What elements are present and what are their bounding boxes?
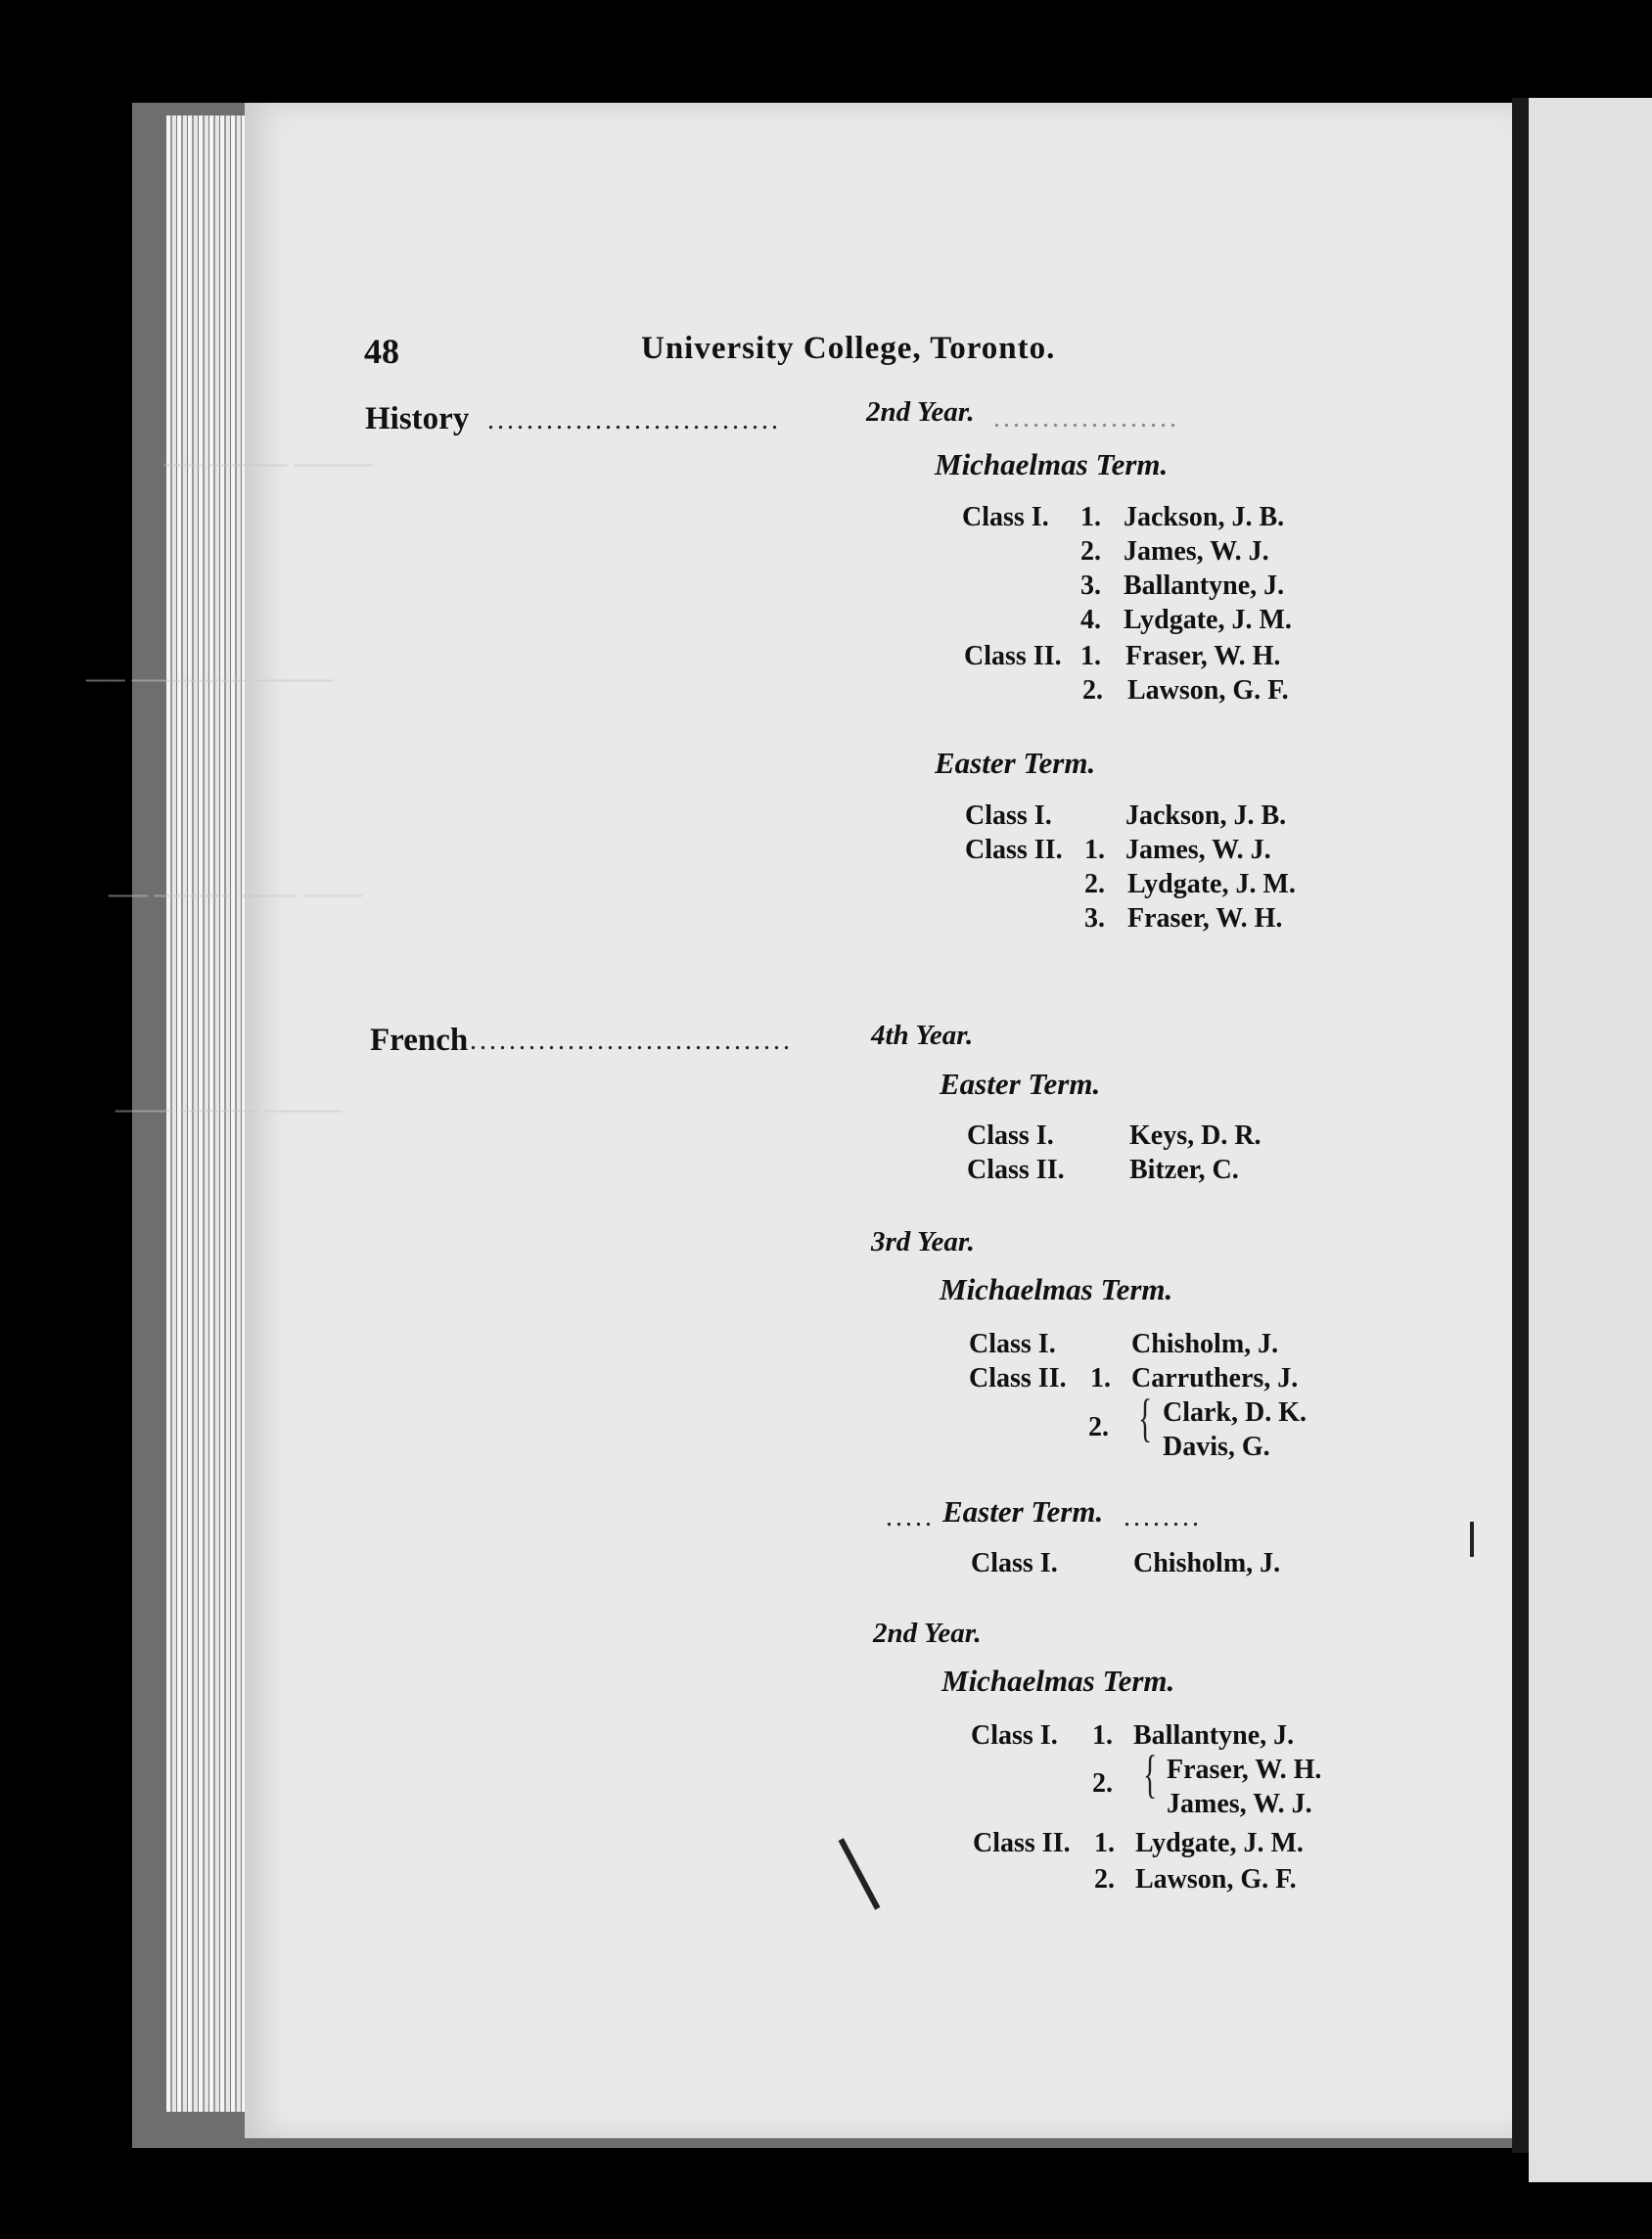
- student-name: Lawson, G. F.: [1127, 675, 1289, 706]
- rank-number: 1.: [1090, 1363, 1111, 1394]
- class-label: Class I.: [962, 502, 1049, 532]
- rank-number: 1.: [1094, 1828, 1115, 1858]
- rank-number: 1.: [1084, 835, 1105, 865]
- rank-number: 1.: [1080, 641, 1101, 671]
- term-heading: Easter Term.: [935, 746, 1096, 780]
- rank-number: 4.: [1080, 605, 1101, 635]
- rank-number: 2.: [1088, 1412, 1109, 1442]
- tie-brace: {: [1138, 1389, 1153, 1447]
- term-heading: Michaelmas Term.: [935, 447, 1169, 481]
- class-label: Class I.: [967, 1120, 1054, 1151]
- student-name: Chisholm, J.: [1131, 1329, 1279, 1359]
- student-name: Jackson, J. B.: [1125, 800, 1287, 831]
- rank-number: 2.: [1094, 1864, 1115, 1895]
- class-label: Class I.: [971, 1548, 1058, 1578]
- facing-page-strip: [1529, 98, 1652, 2182]
- student-name: Fraser, W. H.: [1125, 641, 1281, 671]
- running-head: University College, Toronto.: [641, 331, 1056, 366]
- student-name: Lawson, G. F.: [1135, 1864, 1297, 1895]
- term-heading: Easter Term.: [940, 1067, 1101, 1101]
- student-name: Chisholm, J.: [1133, 1548, 1281, 1578]
- rank-number: 2.: [1080, 536, 1101, 567]
- class-label: Class II.: [967, 1155, 1065, 1185]
- year-heading: 4th Year.: [871, 1020, 974, 1051]
- student-name: Jackson, J. B.: [1124, 502, 1285, 532]
- student-name: James, W. J.: [1124, 536, 1269, 567]
- student-name: Lydgate, J. M.: [1124, 605, 1292, 635]
- student-name: Fraser, W. H.: [1127, 903, 1283, 934]
- rank-number: 3.: [1080, 571, 1101, 601]
- rank-number: 3.: [1084, 903, 1105, 934]
- class-label: Class II.: [964, 641, 1062, 671]
- dot-leader: .....: [886, 1502, 935, 1532]
- section-heading-history: History: [365, 401, 470, 436]
- student-name: Lydgate, J. M.: [1135, 1828, 1304, 1858]
- tie-brace: {: [1143, 1745, 1158, 1804]
- class-label: Class II.: [973, 1828, 1071, 1858]
- term-heading: Easter Term.: [942, 1494, 1104, 1529]
- class-label: Class I.: [965, 800, 1052, 831]
- rank-number: 2.: [1084, 869, 1105, 899]
- ink-mark: [1470, 1522, 1474, 1557]
- student-name: Ballantyne, J.: [1124, 571, 1285, 601]
- dot-leader: ...................: [993, 403, 1179, 434]
- dot-leader: ..............................: [487, 405, 781, 435]
- year-heading: 2nd Year.: [866, 396, 975, 428]
- page-number: 48: [364, 332, 399, 371]
- rank-number: 1.: [1080, 502, 1101, 532]
- student-name: Carruthers, J.: [1131, 1363, 1299, 1394]
- year-heading: 2nd Year.: [873, 1618, 982, 1649]
- term-heading: Michaelmas Term.: [941, 1664, 1175, 1698]
- student-name: James, W. J.: [1167, 1789, 1312, 1819]
- student-name: Bitzer, C.: [1129, 1155, 1239, 1185]
- class-label: Class I.: [971, 1720, 1058, 1751]
- rank-number: 2.: [1092, 1768, 1113, 1799]
- student-name: Clark, D. K.: [1163, 1397, 1307, 1428]
- student-name: Fraser, W. H.: [1167, 1755, 1322, 1785]
- student-name: James, W. J.: [1125, 835, 1271, 865]
- student-name: Lydgate, J. M.: [1127, 869, 1296, 899]
- class-label: Class II.: [969, 1363, 1067, 1394]
- student-name: Ballantyne, J.: [1133, 1720, 1295, 1751]
- rank-number: 2.: [1082, 675, 1103, 706]
- student-name: Davis, G.: [1163, 1432, 1270, 1462]
- class-label: Class II.: [965, 835, 1063, 865]
- section-heading-french: French: [370, 1023, 469, 1058]
- term-heading: Michaelmas Term.: [940, 1272, 1173, 1306]
- dot-leader: ........: [1124, 1502, 1202, 1532]
- year-heading: 3rd Year.: [871, 1226, 975, 1257]
- class-label: Class I.: [969, 1329, 1056, 1359]
- rank-number: 1.: [1092, 1720, 1113, 1751]
- student-name: Keys, D. R.: [1129, 1120, 1262, 1151]
- dot-leader: .................................: [470, 1026, 793, 1056]
